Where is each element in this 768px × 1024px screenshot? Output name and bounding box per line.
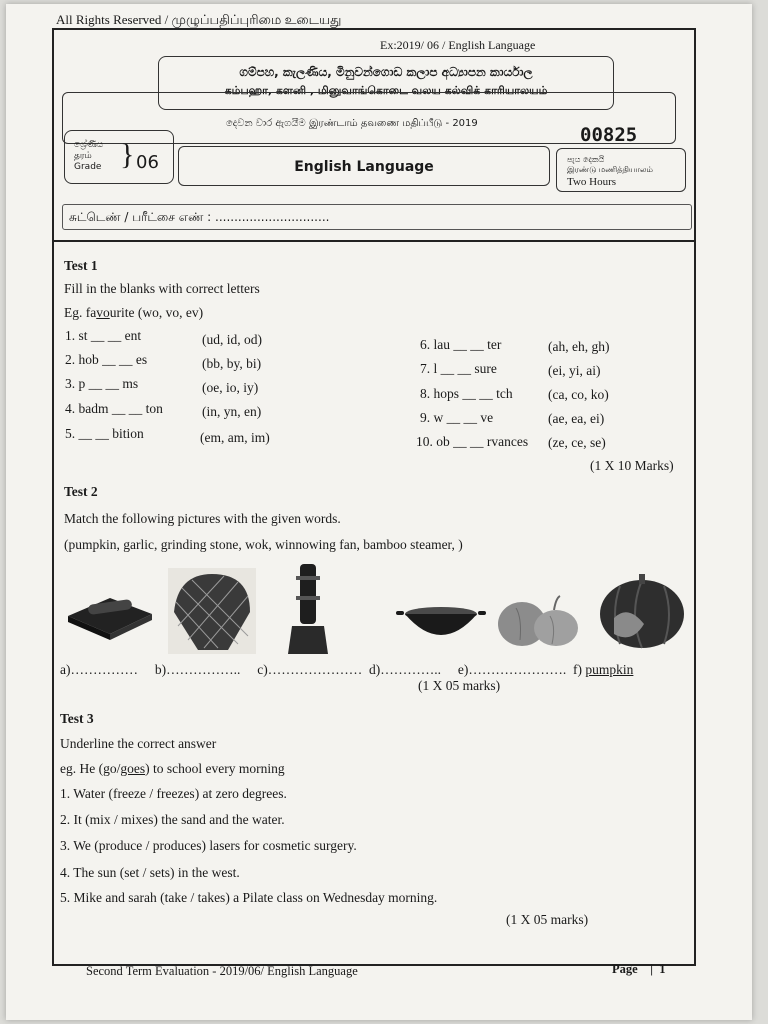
test3-example-suffix: ) to school every morning: [145, 761, 285, 776]
test2-title: Test 2: [64, 484, 98, 499]
bamboo-steamer-picture: [286, 562, 330, 656]
list-item-options: (ze, ce, se): [548, 435, 606, 450]
blank-d: d)…………..: [369, 662, 441, 677]
duration-english: Two Hours: [567, 176, 617, 188]
test3-example-answer: goes: [120, 761, 146, 776]
grade-labels: [74, 140, 103, 173]
list-item: 4. The sun (set / sets) in the west.: [60, 865, 240, 880]
pumpkin-picture: [598, 572, 686, 652]
test1-example-suffix: urite (wo, vo, ev): [109, 305, 204, 320]
list-item-options: (bb, by, bi): [202, 356, 262, 371]
list-item-options: (oe, io, iy): [202, 380, 259, 395]
grade-label-tamil: தரம்: [74, 151, 92, 161]
exam-code: Ex:2019/ 06 / English Language: [380, 38, 536, 52]
duration-box: [556, 148, 686, 192]
list-item: 2. It (mix / mixes) the sand and the water.: [60, 812, 285, 827]
blank-f-answer: pumpkin: [585, 662, 634, 677]
copyright-notice: All Rights Reserved / முழுப்பதிப்புரிமை உடையது: [56, 12, 342, 27]
duration-sinhala: පැය දෙකයි: [567, 155, 605, 164]
picture-answer-blanks: [60, 662, 680, 678]
subject-title: English Language: [294, 159, 434, 175]
blank-a: a)……………: [60, 662, 138, 677]
list-item: 3. We (produce / produces) lasers for cosmetic surgery.: [60, 838, 357, 853]
page-number: Page | 1: [612, 962, 666, 976]
test3-example-prefix: eg. He (go/: [60, 761, 121, 776]
list-item-options: (in, yn, en): [202, 404, 262, 419]
office-name-sinhala: ගම්පහ, කැලණිය, මිනුවන්ගොඩ කලාප අධ්‍යාපන කාර්යාල: [239, 65, 533, 79]
list-item: 1. Water (freeze / freezes) at zero degrees.: [60, 786, 287, 801]
blank-e: e)………………….: [457, 662, 567, 677]
list-item-options: (ud, id, od): [202, 332, 262, 347]
page-number-value: 1: [659, 962, 666, 976]
term-title: දෙවන වාර ඇගයීම இரண்டாம் தவணை மதிப்பீடு - 2019: [226, 118, 478, 129]
grade-label-sinhala: ශ්‍රේණිය: [74, 140, 104, 150]
list-item-options: (ei, yi, ai): [548, 363, 601, 378]
test1-title: Test 1: [64, 258, 98, 273]
list-item: 5. Mike and sarah (take / takes) a Pilate class on Wednesday morning.: [60, 890, 438, 905]
list-item: 9. w __ __ ve: [420, 410, 494, 425]
list-item-options: (ca, co, ko): [548, 387, 609, 402]
index-number-field: சுட்டெண் / பரீட்சை எண் : ..............................: [62, 204, 692, 230]
list-item: 3. p __ __ ms: [65, 376, 139, 391]
test3-marks: (1 X 05 marks): [506, 912, 589, 927]
wok-picture: [396, 600, 486, 650]
list-item-options: (ah, eh, gh): [548, 339, 610, 354]
test3-instruction: Underline the correct answer: [60, 736, 217, 751]
test2-instruction: Match the following pictures with the given words.: [64, 511, 341, 526]
grade-value: 06: [136, 152, 159, 173]
winnowing-fan-picture: [168, 568, 256, 654]
list-item: 1. st __ __ ent: [65, 328, 142, 343]
brace-icon: }: [120, 138, 135, 171]
list-item-options: (em, am, im): [200, 430, 270, 445]
list-item: 6. lau __ __ ter: [420, 337, 502, 352]
test1-example: [64, 305, 203, 321]
list-item: 10. ob __ __ rvances: [416, 434, 529, 449]
test3-title: Test 3: [60, 711, 94, 726]
test1-marks: (1 X 10 Marks): [590, 458, 674, 473]
blank-c: c)…………………: [257, 662, 363, 677]
test2-marks: (1 X 05 marks): [418, 678, 501, 693]
grinding-stone-picture: [62, 586, 154, 642]
list-item-options: (ae, ea, ei): [548, 411, 605, 426]
duration-tamil: இரண்டு மணித்தியாலம்: [567, 165, 653, 174]
subject-box: [178, 146, 550, 186]
test1-example-answer: vo: [96, 305, 110, 320]
office-name-tamil: கம்பஹா, களனி , மினுவாங்கொடை வலய கல்விக் காரியாலயம்: [224, 84, 548, 97]
list-item: 4. badm __ __ ton: [65, 401, 163, 416]
test1-example-prefix: Eg. fa: [64, 305, 97, 320]
page-label: Page: [612, 962, 638, 976]
footer-text: Second Term Evaluation - 2019/06/ English Language: [86, 964, 358, 978]
list-item: 7. l __ __ sure: [420, 361, 497, 376]
test1-instruction: Fill in the blanks with correct letters: [64, 281, 260, 296]
test3-example: [60, 761, 285, 777]
blank-f: f): [573, 662, 586, 677]
test2-word-bank: (pumpkin, garlic, grinding stone, wok, winnowing fan, bamboo steamer, ): [64, 537, 463, 552]
list-item: 5. __ __ bition: [65, 426, 144, 441]
list-item: 2. hob __ __ es: [65, 352, 148, 367]
list-item: 8. hops __ __ tch: [420, 386, 513, 401]
garlic-picture: [494, 594, 584, 650]
grade-label-english: Grade: [74, 162, 102, 172]
serial-number: 00825: [580, 124, 638, 146]
blank-b: b)……………..: [154, 662, 241, 677]
